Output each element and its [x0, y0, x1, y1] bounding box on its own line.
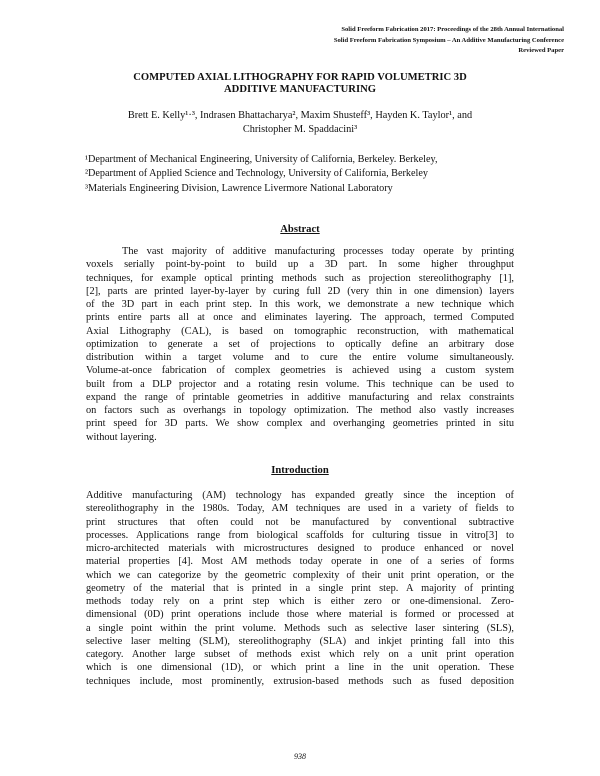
title-line: ADDITIVE MANUFACTURING	[224, 84, 376, 95]
introduction-line: micro-architected materials with microstructures designed to produce enhanced or novel	[86, 543, 514, 554]
introduction-line: geometry of the material that is printed in a single print step. A majority of printing	[86, 582, 514, 594]
abstract-line: print speed for 3D parts. We show complex and overhanging geometries printed in situ	[86, 418, 514, 430]
title-line: COMPUTED AXIAL LITHOGRAPHY FOR RAPID VOLUMETRIC 3D	[133, 72, 467, 83]
abstract-line: Volume-at-once fabrication of complex geometries is achieved using a custom system	[86, 365, 514, 377]
abstract-line: optimization to generate a set of projections to optically define an arbitrary dose	[86, 338, 514, 350]
affiliation: ¹Department of Mechanical Engineering, University of California, Berkeley. Berkeley,	[85, 154, 438, 165]
author-line: Christopher M. Spaddacini³	[242, 124, 358, 135]
introduction-line: which is one dimensional (1D), or which print a line in the unit operation. These	[86, 662, 514, 674]
introduction-line: category. Another large subset of methods exist which rely on a unit print operation	[86, 649, 514, 660]
introduction-body	[86, 489, 514, 688]
introduction-line: stereolithography in the 1980s. Today, AM techniques are used in a variety of fields to	[86, 503, 514, 515]
abstract-heading: Abstract	[280, 224, 320, 235]
introduction-line: methods today rely on a print step which is either zero or one-dimensional. Zero-	[86, 596, 514, 607]
introduction-line: dimensional (0D) print operations include those where material is formed or processed at	[86, 609, 514, 621]
abstract-line: on factors such as overhangs in topology optimization. The method also vastly increases	[86, 405, 514, 416]
abstract-line: Axial Lithography (CAL), is based on tomographic reconstruction, with mathematical	[86, 325, 514, 337]
page-number: 938	[294, 752, 306, 761]
introduction-line: techniques include, most prominently, extrusion-based methods such as fused deposition	[86, 675, 514, 687]
header-line: Solid Freeform Fabrication Symposium – An Additive Manufacturing Conference	[333, 36, 564, 44]
abstract-line: [2], parts are printed layer-by-layer by curing full 2D (very thin in one dimension) layers	[86, 285, 514, 297]
abstract-line: The vast majority of additive manufacturing processes today operate by printing	[122, 246, 514, 257]
affiliation: ³Materials Engineering Division, Lawrence Livermore National Laboratory	[85, 182, 393, 194]
author-line: Brett E. Kelly¹·³, Indrasen Bhattacharya², Maxim Shusteff³, Hayden K. Taylor¹, and	[127, 110, 473, 121]
introduction-line: processes. Applications range from biological scaffolds for culturing tissue in vitro[3] to	[86, 529, 514, 541]
abstract-line: distribution within a target volume and to cure the entire volume simultaneously.	[86, 352, 514, 363]
introduction-line: selective laser melting (SLM), stereolithography (SLA) and inkjet printing fall into this	[86, 635, 514, 647]
abstract-line: built from a DLP projector and a rotating resin volume. This technique can be used to	[86, 378, 514, 390]
proceedings-header	[204, 25, 564, 57]
abstract-line: voxels serially point-by-point to build up a 3D part. In some higher throughput	[86, 259, 514, 271]
abstract-line: of the 3D part in each print step. In this work, we demonstrate a new technique which	[86, 299, 514, 310]
header-line: Solid Freeform Fabrication 2017: Proceedings of the 28th Annual International	[341, 26, 564, 33]
abstract-line: without layering.	[86, 431, 157, 443]
affiliation: ²Department of Applied Science and Technology, University of California, Berkeley	[85, 168, 428, 180]
author-list	[60, 109, 540, 137]
introduction-line: material properties [4]. Most AM methods today operate in one of a series of forms	[86, 556, 514, 568]
abstract-body	[86, 245, 514, 444]
affiliation-list	[85, 153, 545, 196]
abstract-line: expand the range of printable geometries in additive manufacturing and relax constraints	[86, 391, 514, 403]
introduction-line: which we can categorize by the geometric complexity of their unit print operation, or the	[86, 569, 514, 581]
introduction-line: print structures that often could not be manufactured by conventional subtractive	[86, 516, 514, 528]
abstract-line: prints entire parts all at once and eliminates layering. The approach, termed Computed	[86, 312, 514, 324]
introduction-line: a single point within the print volume. Methods such as selective laser sintering (SLS),	[86, 622, 514, 634]
introduction-line: Additive manufacturing (AM) technology has expanded greatly since the inception of	[86, 490, 514, 501]
header-line: Reviewed Paper	[518, 47, 564, 54]
introduction-heading: Introduction	[271, 465, 329, 476]
paper-title	[60, 72, 540, 96]
abstract-line: techniques, for example optical printing methods such as projection stereolithography [1],	[86, 272, 514, 284]
